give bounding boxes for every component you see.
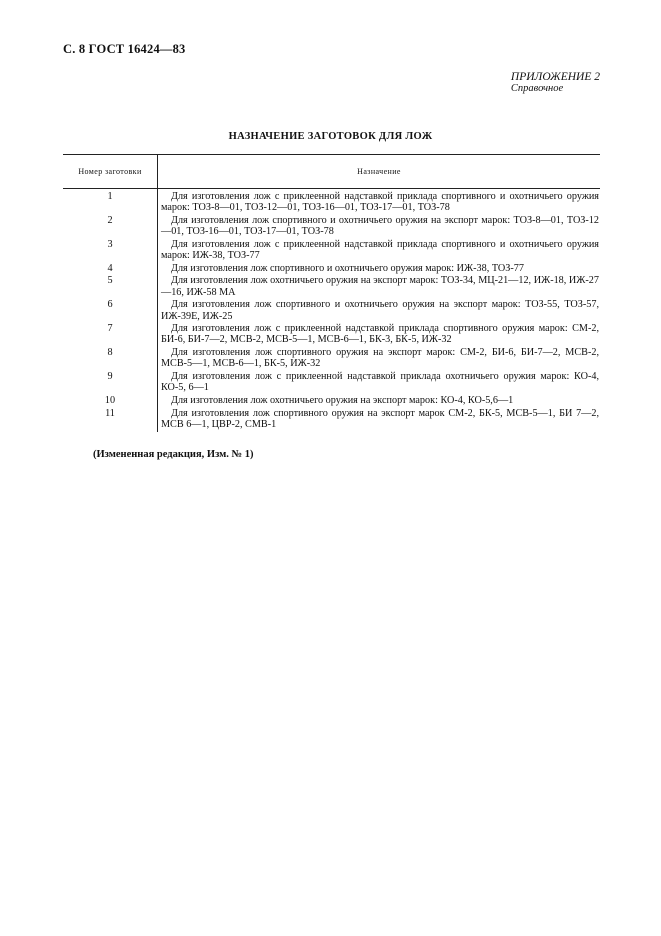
row-purpose: Для изготовления лож с приклеенной надставкой приклада охотничьего оружия марок: КО-4, КО-5, 6—1 [161,371,599,394]
row-number: 4 [63,263,158,276]
table-row [63,347,600,371]
row-purpose: Для изготовления лож с приклеенной надставкой приклада спортивного и охотничьего оружия марок: ИЖ-38, ТОЗ-77 [161,238,599,262]
table-row [63,408,600,432]
table-row [63,299,600,323]
row-purpose: Для изготовления лож спортивного и охотничьего оружия на экспорт марок: ТОЗ-55, ТОЗ-57, ИЖ-39Е, ИЖ-25 [161,299,599,322]
table-header-row [63,155,600,189]
row-number: 2 [63,215,158,239]
table-row [63,239,600,263]
row-number: 6 [63,299,158,323]
row-number: 5 [63,275,158,299]
row-purpose: Для изготовления лож спортивного оружия на экспорт марок СМ-2, БК-5, МСВ-5—1, БИ 7—2, МСВ 6—1, ЦВР-2, СМВ-1 [161,407,599,430]
row-purpose: Для изготовления лож охотничьего оружия на экспорт марок: КО-4, КО-5,6—1 [171,394,514,406]
row-number: 8 [63,347,158,371]
appendix-title: ПРИЛОЖЕНИЕ 2 [510,71,600,83]
row-number: 10 [63,395,158,408]
row-purpose: Для изготовления лож спортивного оружия на экспорт марок: СМ-2, БИ-6, БИ-7—2, МСВ-2, МСВ-5—1, МСВ-6—1, БК-5, ИЖ-32 [161,347,599,370]
row-purpose: Для изготовления лож с приклеенной надставкой приклада спортивного и охотничьего оружия марок: ТОЗ-8—01, ТОЗ-12—01, ТОЗ-16—01, ТОЗ-17—01, ТОЗ-78 [161,191,599,214]
column-header-purpose: Назначение [158,155,601,189]
row-number: 9 [63,371,158,395]
row-purpose: Для изготовления лож охотничьего оружия на экспорт марок: ТОЗ-34, МЦ-21—12, ИЖ-18, ИЖ-27—16, ИЖ-58 МА [161,275,599,298]
table-row [63,189,600,215]
table-row [63,371,600,395]
row-number: 3 [63,239,158,263]
blanks-table [63,154,600,432]
page-header: С. 8 ГОСТ 16424—83 [63,42,186,56]
appendix-block [511,71,600,95]
row-purpose: Для изготовления лож спортивного и охотничьего оружия марок: ИЖ-38, ТОЗ-77 [171,262,524,274]
column-header-number: Номер заготовки [63,155,158,189]
row-number: 11 [63,408,158,432]
table-row [63,263,600,276]
document-title: НАЗНАЧЕНИЕ ЗАГОТОВОК ДЛЯ ЛОЖ [228,131,433,142]
row-purpose: Для изготовления лож спортивного и охотничьего оружия на экспорт марок: ТОЗ-8—01, ТОЗ-12—01, ТОЗ-16—01, ТОЗ-17—01, ТОЗ-78 [161,214,599,238]
table-row [63,395,600,408]
row-purpose: Для изготовления лож с приклеенной надставкой приклада спортивного оружия марок: СМ-2, БИ-6, БИ-7—2, МСВ-2, МСВ-5—1, МСВ-6—1, БК-3, БК-5, ИЖ-32 [161,323,599,346]
amendment-note: (Измененная редакция, Изм. № 1) [93,449,254,460]
table-row [63,275,600,299]
table-row [63,215,600,239]
appendix-subtitle: Справочное [510,83,564,94]
row-number: 7 [63,323,158,347]
table-row [63,323,600,347]
row-number: 1 [63,189,158,215]
